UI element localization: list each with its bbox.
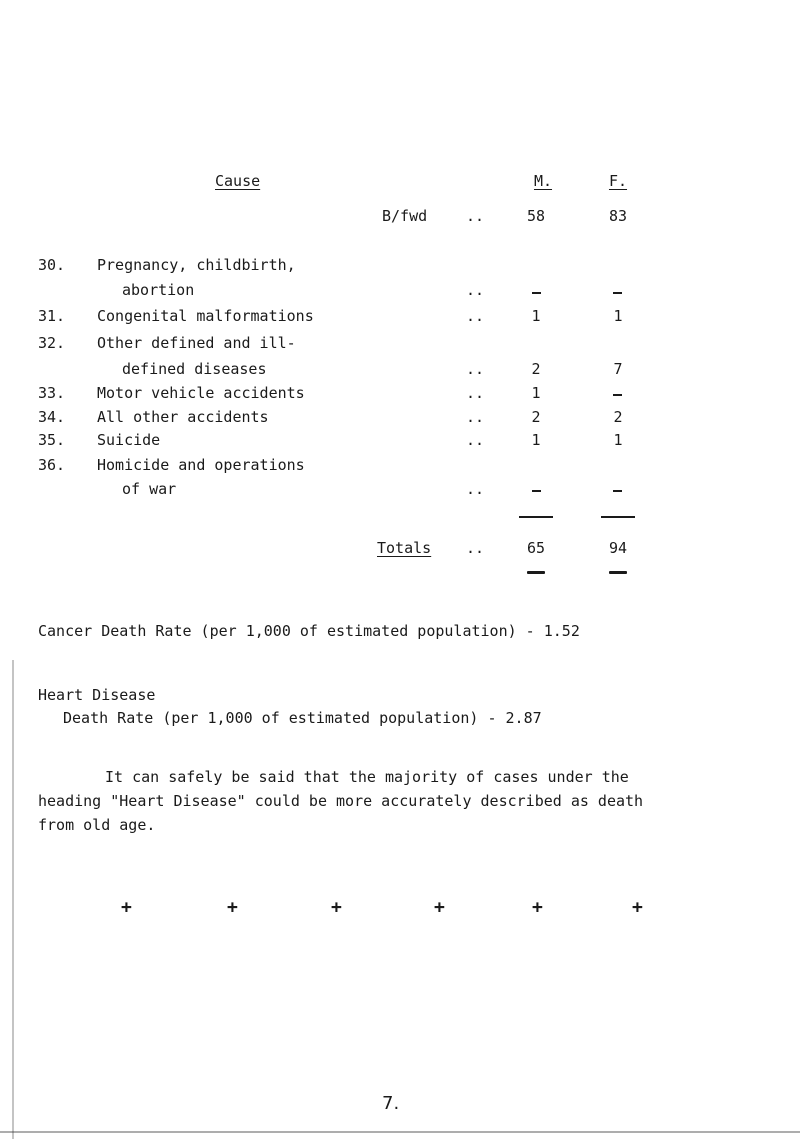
- row-number: 35.: [38, 431, 66, 449]
- row-male: 1: [531, 384, 541, 402]
- row-female: 7: [613, 360, 623, 378]
- row-dots: ..: [466, 480, 485, 498]
- row-dots: ..: [466, 408, 485, 426]
- totals-dots: ..: [466, 539, 485, 557]
- bfwd-female: 83: [608, 207, 628, 225]
- separator-cross: +: [632, 897, 643, 918]
- heart-disease-heading: Heart Disease: [38, 686, 156, 704]
- totals-label: Totals: [377, 539, 432, 557]
- cause-heading: Cause: [215, 172, 261, 190]
- row-female-nil: [613, 394, 622, 396]
- row-female: 1: [613, 307, 623, 325]
- page-number: 7.: [382, 1093, 400, 1114]
- row-female: 2: [613, 408, 623, 426]
- row-cause-line2: defined diseases: [122, 360, 267, 378]
- row-number: 36.: [38, 456, 66, 474]
- paragraph-line-3: from old age.: [38, 816, 156, 834]
- male-heading: M.: [533, 172, 553, 190]
- row-cause-line2: of war: [122, 480, 177, 498]
- row-cause-line1: Motor vehicle accidents: [97, 384, 305, 402]
- separator-cross: +: [434, 897, 445, 918]
- row-female-nil: [613, 490, 622, 492]
- totals-male-double-rule: [527, 571, 545, 574]
- bfwd-dots: ..: [466, 207, 485, 225]
- row-female-nil: [613, 292, 622, 294]
- paragraph-line-2: heading "Heart Disease" could be more accurately described as death: [38, 792, 644, 810]
- separator-cross: +: [532, 897, 543, 918]
- row-male: 1: [531, 431, 541, 449]
- page-bottom-edge: [0, 1131, 800, 1133]
- row-dots: ..: [466, 360, 485, 378]
- row-cause-line2: abortion: [122, 281, 195, 299]
- female-heading: F.: [608, 172, 628, 190]
- totals-male: 65: [526, 539, 546, 557]
- total-rule-male: [519, 516, 553, 518]
- separator-cross: +: [227, 897, 238, 918]
- row-number: 31.: [38, 307, 66, 325]
- totals-female-double-rule: [609, 571, 627, 574]
- row-cause-line1: Suicide: [97, 431, 161, 449]
- page-edge-shadow: [12, 660, 14, 1139]
- totals-female: 94: [608, 539, 628, 557]
- row-male: 2: [531, 408, 541, 426]
- row-dots: ..: [466, 307, 485, 325]
- row-cause-line1: All other accidents: [97, 408, 269, 426]
- row-cause-line1: Pregnancy, childbirth,: [97, 256, 296, 274]
- separator-cross: +: [331, 897, 342, 918]
- total-rule-female: [601, 516, 635, 518]
- row-number: 32.: [38, 334, 66, 352]
- row-cause-line1: Congenital malformations: [97, 307, 314, 325]
- bfwd-label: B/fwd: [382, 207, 428, 225]
- row-male-nil: [532, 292, 541, 294]
- row-male-nil: [532, 490, 541, 492]
- row-number: 33.: [38, 384, 66, 402]
- row-male: 2: [531, 360, 541, 378]
- paragraph-line-1: It can safely be said that the majority of cases under the: [105, 768, 629, 786]
- row-dots: ..: [466, 431, 485, 449]
- row-number: 34.: [38, 408, 66, 426]
- row-cause-line1: Homicide and operations: [97, 456, 305, 474]
- heart-death-rate: Death Rate (per 1,000 of estimated population) - 2.87: [63, 709, 542, 727]
- cancer-death-rate: Cancer Death Rate (per 1,000 of estimated population) - 1.52: [38, 622, 580, 640]
- row-female: 1: [613, 431, 623, 449]
- row-number: 30.: [38, 256, 66, 274]
- row-dots: ..: [466, 281, 485, 299]
- separator-cross: +: [121, 897, 132, 918]
- bfwd-male: 58: [526, 207, 546, 225]
- row-dots: ..: [466, 384, 485, 402]
- row-cause-line1: Other defined and ill-: [97, 334, 296, 352]
- row-male: 1: [531, 307, 541, 325]
